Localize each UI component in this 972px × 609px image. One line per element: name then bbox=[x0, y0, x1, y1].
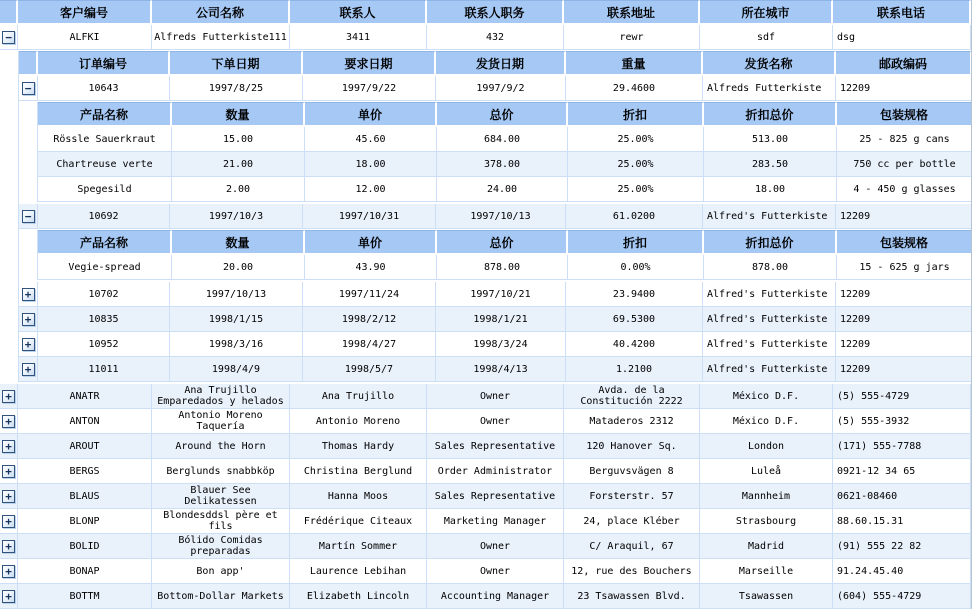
ord-cell-ship_name[interactable]: Alfred's Futterkiste bbox=[703, 357, 836, 381]
cust-expand-cell bbox=[0, 584, 18, 608]
det-cell-package[interactable]: 750 cc per bottle bbox=[837, 152, 972, 176]
cust-cell-phone[interactable]: 0621-08460 bbox=[833, 484, 971, 508]
cust-cell-company[interactable]: Blondesddsl père et fils bbox=[152, 509, 290, 533]
cust-cell-company[interactable]: Alfreds Futterkiste111 bbox=[152, 25, 290, 49]
cust-cell-company[interactable]: Ana Trujillo Emparedados y helados bbox=[152, 384, 290, 408]
cust-expand-cell bbox=[0, 384, 18, 408]
cust-row-BLAUS[interactable] bbox=[0, 484, 971, 509]
ord-cell-ship_name[interactable]: Alfred's Futterkiste bbox=[703, 332, 836, 356]
cust-cell-contact[interactable]: Laurence Lebihan bbox=[290, 559, 427, 583]
ord-row-10643[interactable] bbox=[19, 76, 971, 101]
ord-cell-id[interactable]: 10952 bbox=[38, 332, 170, 356]
ord-expand-cell bbox=[19, 204, 38, 228]
cust-cell-company[interactable]: Bólido Comidas preparadas bbox=[152, 534, 290, 558]
cust-cell-address[interactable]: Forsterstr. 57 bbox=[564, 484, 700, 508]
det-column-header-total[interactable]: 总价 bbox=[437, 102, 568, 127]
ord-cell-freight[interactable]: 69.5300 bbox=[566, 307, 703, 331]
ord-expand-cell bbox=[19, 357, 38, 381]
cust-row-ANATR[interactable] bbox=[0, 384, 971, 409]
ord-cell-freight[interactable]: 40.4200 bbox=[566, 332, 703, 356]
expand-icon[interactable]: + bbox=[22, 313, 35, 326]
det-column-header-product[interactable]: 产品名称 bbox=[38, 102, 172, 127]
cust-cell-title[interactable]: Accounting Manager bbox=[427, 584, 564, 608]
det-cell-product[interactable]: Spegesild bbox=[38, 177, 172, 201]
ord-row-10692[interactable] bbox=[19, 204, 971, 229]
ord-cell-postal[interactable]: 12209 bbox=[836, 282, 972, 306]
cust-cell-address[interactable]: C/ Araquil, 67 bbox=[564, 534, 700, 558]
det-cell-qty[interactable]: 15.00 bbox=[172, 127, 305, 151]
ord-cell-id[interactable]: 10702 bbox=[38, 282, 170, 306]
ord-cell-required_date[interactable]: 1997/11/24 bbox=[303, 282, 436, 306]
cust-cell-phone[interactable]: 91.24.45.40 bbox=[833, 559, 971, 583]
ord-header-stub bbox=[19, 51, 38, 76]
det-row-Chartreuse verte[interactable] bbox=[38, 152, 971, 177]
ord-cell-freight[interactable]: 1.2100 bbox=[566, 357, 703, 381]
cust-column-header-city[interactable]: 所在城市 bbox=[700, 0, 833, 25]
ord-expand-cell bbox=[19, 282, 38, 306]
det-row-Rössle Sauerkraut[interactable] bbox=[38, 127, 971, 152]
cust-cell-id[interactable]: ANTON bbox=[18, 409, 152, 433]
det-column-header-package[interactable]: 包装规格 bbox=[837, 230, 972, 255]
det-row-Spegesild[interactable] bbox=[38, 177, 971, 202]
ord-cell-freight[interactable]: 23.9400 bbox=[566, 282, 703, 306]
cust-expand-cell bbox=[0, 484, 18, 508]
expand-icon[interactable]: + bbox=[2, 440, 15, 453]
ord-cell-order_date[interactable]: 1997/10/13 bbox=[170, 282, 303, 306]
ord-cell-required_date[interactable]: 1997/9/22 bbox=[303, 76, 436, 100]
det-header-row bbox=[38, 102, 971, 127]
order-details-subtable bbox=[37, 230, 971, 280]
ord-cell-order_date[interactable]: 1997/10/3 bbox=[170, 204, 303, 228]
cust-cell-city[interactable]: México D.F. bbox=[700, 384, 833, 408]
cust-cell-title[interactable]: Marketing Manager bbox=[427, 509, 564, 533]
cust-row-ANTON[interactable] bbox=[0, 409, 971, 434]
cust-column-header-address[interactable]: 联系地址 bbox=[564, 0, 700, 25]
cust-cell-company[interactable]: Berglunds snabbköp bbox=[152, 459, 290, 483]
det-column-header-qty[interactable]: 数量 bbox=[172, 102, 305, 127]
cust-column-header-phone[interactable]: 联系电话 bbox=[833, 0, 971, 25]
ord-cell-shipped_date[interactable]: 1998/1/21 bbox=[436, 307, 566, 331]
det-cell-total[interactable]: 24.00 bbox=[437, 177, 568, 201]
ord-cell-postal[interactable]: 12209 bbox=[836, 357, 972, 381]
cust-cell-contact[interactable]: Hanna Moos bbox=[290, 484, 427, 508]
ord-row-10952[interactable] bbox=[19, 332, 971, 357]
cust-row-BONAP[interactable] bbox=[0, 559, 971, 584]
ord-expand-cell bbox=[19, 307, 38, 331]
cust-header-row bbox=[0, 0, 971, 25]
det-column-header-unit_price[interactable]: 单价 bbox=[305, 230, 437, 255]
cust-cell-id[interactable]: BLONP bbox=[18, 509, 152, 533]
det-cell-qty[interactable]: 2.00 bbox=[172, 177, 305, 201]
ord-cell-shipped_date[interactable]: 1997/10/21 bbox=[436, 282, 566, 306]
ord-cell-postal[interactable]: 12209 bbox=[836, 332, 972, 356]
expand-icon[interactable]: + bbox=[22, 288, 35, 301]
det-cell-package[interactable]: 4 - 450 g glasses bbox=[837, 177, 972, 201]
expand-icon[interactable]: + bbox=[2, 590, 15, 603]
det-column-header-discount[interactable]: 折扣 bbox=[568, 102, 704, 127]
det-column-header-package[interactable]: 包装规格 bbox=[837, 102, 972, 127]
cust-expand-cell bbox=[0, 559, 18, 583]
ord-expand-cell bbox=[19, 332, 38, 356]
ord-cell-order_date[interactable]: 1998/1/15 bbox=[170, 307, 303, 331]
cust-cell-contact[interactable]: Thomas Hardy bbox=[290, 434, 427, 458]
cust-cell-title[interactable]: Owner bbox=[427, 534, 564, 558]
cust-cell-id[interactable]: ALFKI bbox=[18, 25, 152, 49]
det-cell-discount[interactable]: 0.00% bbox=[568, 255, 704, 279]
cust-cell-id[interactable]: ANATR bbox=[18, 384, 152, 408]
ord-cell-shipped_date[interactable]: 1998/3/24 bbox=[436, 332, 566, 356]
cust-cell-phone[interactable]: (5) 555-4729 bbox=[833, 384, 971, 408]
ord-cell-shipped_date[interactable]: 1997/9/2 bbox=[436, 76, 566, 100]
det-column-header-product[interactable]: 产品名称 bbox=[38, 230, 172, 255]
det-cell-unit_price[interactable]: 45.60 bbox=[305, 127, 437, 151]
det-column-header-discounted_total[interactable]: 折扣总价 bbox=[704, 102, 837, 127]
ord-column-header-id[interactable]: 订单编号 bbox=[38, 51, 170, 76]
ord-cell-order_date[interactable]: 1998/4/9 bbox=[170, 357, 303, 381]
cust-cell-phone[interactable]: (604) 555-4729 bbox=[833, 584, 971, 608]
cust-row-BLONP[interactable] bbox=[0, 509, 971, 534]
ord-column-header-order_date[interactable]: 下单日期 bbox=[170, 51, 303, 76]
cust-cell-title[interactable]: 432 bbox=[427, 25, 564, 49]
cust-cell-phone[interactable]: (91) 555 22 82 bbox=[833, 534, 971, 558]
cust-cell-company[interactable]: Antonio Moreno Taquería bbox=[152, 409, 290, 433]
expand-icon[interactable]: + bbox=[2, 490, 15, 503]
det-cell-product[interactable]: Rössle Sauerkraut bbox=[38, 127, 172, 151]
cust-cell-contact[interactable]: Christina Berglund bbox=[290, 459, 427, 483]
cust-column-header-id[interactable]: 客户编号 bbox=[18, 0, 152, 25]
ord-row-10835[interactable] bbox=[19, 307, 971, 332]
cust-row-AROUT[interactable] bbox=[0, 434, 971, 459]
det-column-header-discount[interactable]: 折扣 bbox=[568, 230, 704, 255]
ord-cell-shipped_date[interactable]: 1998/4/13 bbox=[436, 357, 566, 381]
cust-cell-city[interactable]: Luleå bbox=[700, 459, 833, 483]
cust-cell-address[interactable]: 12, rue des Bouchers bbox=[564, 559, 700, 583]
cust-cell-address[interactable]: Avda. de la Constitución 2222 bbox=[564, 384, 700, 408]
cust-cell-contact[interactable]: Antonio Moreno bbox=[290, 409, 427, 433]
ord-cell-id[interactable]: 10643 bbox=[38, 76, 170, 100]
cust-cell-address[interactable]: Berguvsvägen 8 bbox=[564, 459, 700, 483]
det-cell-discount[interactable]: 25.00% bbox=[568, 152, 704, 176]
expand-icon[interactable]: + bbox=[2, 515, 15, 528]
det-cell-discount[interactable]: 25.00% bbox=[568, 127, 704, 151]
cust-expand-cell bbox=[0, 434, 18, 458]
cust-cell-phone[interactable]: dsg bbox=[833, 25, 971, 49]
ord-row-11011[interactable] bbox=[19, 357, 971, 382]
ord-column-header-required_date[interactable]: 要求日期 bbox=[303, 51, 436, 76]
cust-expand-cell bbox=[0, 459, 18, 483]
cust-cell-contact[interactable]: 3411 bbox=[290, 25, 427, 49]
det-cell-total[interactable]: 878.00 bbox=[437, 255, 568, 279]
expand-icon[interactable]: + bbox=[2, 540, 15, 553]
det-cell-discounted_total[interactable]: 283.50 bbox=[704, 152, 837, 176]
ord-cell-id[interactable]: 11011 bbox=[38, 357, 170, 381]
collapse-icon[interactable]: − bbox=[22, 210, 35, 223]
ord-expand-cell bbox=[19, 76, 38, 100]
cust-cell-phone[interactable]: 0921-12 34 65 bbox=[833, 459, 971, 483]
cust-cell-company[interactable]: Around the Horn bbox=[152, 434, 290, 458]
ord-cell-ship_name[interactable]: Alfred's Futterkiste bbox=[703, 282, 836, 306]
ord-column-header-freight[interactable]: 重量 bbox=[566, 51, 703, 76]
det-column-header-qty[interactable]: 数量 bbox=[172, 230, 305, 255]
cust-cell-address[interactable]: rewr bbox=[564, 25, 700, 49]
cust-row-ALFKI[interactable] bbox=[0, 25, 971, 50]
cust-cell-city[interactable]: sdf bbox=[700, 25, 833, 49]
ord-cell-freight[interactable]: 29.4600 bbox=[566, 76, 703, 100]
ord-column-header-ship_name[interactable]: 发货名称 bbox=[703, 51, 836, 76]
cust-cell-address[interactable]: 120 Hanover Sq. bbox=[564, 434, 700, 458]
cust-cell-title[interactable]: Owner bbox=[427, 559, 564, 583]
cust-cell-city[interactable]: London bbox=[700, 434, 833, 458]
ord-cell-ship_name[interactable]: Alfred's Futterkiste bbox=[703, 307, 836, 331]
cust-cell-city[interactable]: Marseille bbox=[700, 559, 833, 583]
cust-cell-id[interactable]: BERGS bbox=[18, 459, 152, 483]
ord-cell-postal[interactable]: 12209 bbox=[836, 307, 972, 331]
cust-expand-cell bbox=[0, 509, 18, 533]
cust-cell-city[interactable]: Tsawassen bbox=[700, 584, 833, 608]
orders-subtable bbox=[18, 51, 971, 382]
det-column-header-discounted_total[interactable]: 折扣总价 bbox=[704, 230, 837, 255]
ord-column-header-shipped_date[interactable]: 发货日期 bbox=[436, 51, 566, 76]
ord-row-10702[interactable] bbox=[19, 282, 971, 307]
det-cell-package[interactable]: 25 - 825 g cans bbox=[837, 127, 972, 151]
ord-cell-order_date[interactable]: 1998/3/16 bbox=[170, 332, 303, 356]
cust-cell-company[interactable]: Bon app' bbox=[152, 559, 290, 583]
expand-icon[interactable]: + bbox=[22, 363, 35, 376]
det-column-header-total[interactable]: 总价 bbox=[437, 230, 568, 255]
ord-cell-id[interactable]: 10835 bbox=[38, 307, 170, 331]
expand-icon[interactable]: + bbox=[2, 415, 15, 428]
cust-cell-id[interactable]: BONAP bbox=[18, 559, 152, 583]
ord-cell-id[interactable]: 10692 bbox=[38, 204, 170, 228]
det-cell-discount[interactable]: 25.00% bbox=[568, 177, 704, 201]
ord-cell-freight[interactable]: 61.0200 bbox=[566, 204, 703, 228]
det-cell-product[interactable]: Vegie-spread bbox=[38, 255, 172, 279]
det-cell-package[interactable]: 15 - 625 g jars bbox=[837, 255, 972, 279]
det-cell-total[interactable]: 684.00 bbox=[437, 127, 568, 151]
cust-column-header-company[interactable]: 公司名称 bbox=[152, 0, 290, 25]
ord-header-row bbox=[19, 51, 971, 76]
cust-cell-contact[interactable]: Frédérique Citeaux bbox=[290, 509, 427, 533]
cust-cell-contact[interactable]: Martín Sommer bbox=[290, 534, 427, 558]
det-cell-qty[interactable]: 20.00 bbox=[172, 255, 305, 279]
expand-icon[interactable]: + bbox=[2, 390, 15, 403]
cust-cell-title[interactable]: Owner bbox=[427, 384, 564, 408]
cust-cell-city[interactable]: Strasbourg bbox=[700, 509, 833, 533]
det-column-header-unit_price[interactable]: 单价 bbox=[305, 102, 437, 127]
cust-column-header-title[interactable]: 联系人职务 bbox=[427, 0, 564, 25]
cust-cell-city[interactable]: Mannheim bbox=[700, 484, 833, 508]
cust-row-BOLID[interactable] bbox=[0, 534, 971, 559]
expand-icon[interactable]: + bbox=[2, 565, 15, 578]
ord-cell-ship_name[interactable]: Alfreds Futterkiste bbox=[703, 76, 836, 100]
cust-cell-id[interactable]: BOLID bbox=[18, 534, 152, 558]
cust-cell-id[interactable]: BOTTM bbox=[18, 584, 152, 608]
cust-expand-cell bbox=[0, 534, 18, 558]
cust-expand-cell bbox=[0, 409, 18, 433]
ord-cell-required_date[interactable]: 1997/10/31 bbox=[303, 204, 436, 228]
cust-cell-contact[interactable]: Ana Trujillo bbox=[290, 384, 427, 408]
det-header-row bbox=[38, 230, 971, 255]
ord-cell-required_date[interactable]: 1998/4/27 bbox=[303, 332, 436, 356]
det-cell-unit_price[interactable]: 43.90 bbox=[305, 255, 437, 279]
cust-cell-id[interactable]: AROUT bbox=[18, 434, 152, 458]
det-cell-discounted_total[interactable]: 513.00 bbox=[704, 127, 837, 151]
expand-icon[interactable]: + bbox=[2, 465, 15, 478]
expand-icon[interactable]: + bbox=[22, 338, 35, 351]
cust-cell-city[interactable]: México D.F. bbox=[700, 409, 833, 433]
cust-row-BERGS[interactable] bbox=[0, 459, 971, 484]
cust-column-header-contact[interactable]: 联系人 bbox=[290, 0, 427, 25]
collapse-icon[interactable]: − bbox=[2, 31, 15, 44]
cust-cell-title[interactable]: Owner bbox=[427, 409, 564, 433]
cust-cell-company[interactable]: Blauer See Delikatessen bbox=[152, 484, 290, 508]
cust-cell-city[interactable]: Madrid bbox=[700, 534, 833, 558]
det-cell-qty[interactable]: 21.00 bbox=[172, 152, 305, 176]
det-cell-total[interactable]: 378.00 bbox=[437, 152, 568, 176]
cust-cell-company[interactable]: Bottom-Dollar Markets bbox=[152, 584, 290, 608]
det-cell-discounted_total[interactable]: 878.00 bbox=[704, 255, 837, 279]
cust-header-stub bbox=[0, 0, 18, 25]
cust-cell-address[interactable]: 24, place Kléber bbox=[564, 509, 700, 533]
cust-cell-id[interactable]: BLAUS bbox=[18, 484, 152, 508]
cust-cell-contact[interactable]: Elizabeth Lincoln bbox=[290, 584, 427, 608]
det-cell-product[interactable]: Chartreuse verte bbox=[38, 152, 172, 176]
ord-column-header-postal[interactable]: 邮政编码 bbox=[836, 51, 972, 76]
cust-cell-phone[interactable]: 88.60.15.31 bbox=[833, 509, 971, 533]
cust-expand-cell bbox=[0, 25, 18, 49]
ord-cell-shipped_date[interactable]: 1997/10/13 bbox=[436, 204, 566, 228]
cust-cell-address[interactable]: Mataderos 2312 bbox=[564, 409, 700, 433]
ord-cell-postal[interactable]: 12209 bbox=[836, 204, 972, 228]
ord-cell-order_date[interactable]: 1997/8/25 bbox=[170, 76, 303, 100]
ord-cell-ship_name[interactable]: Alfred's Futterkiste bbox=[703, 204, 836, 228]
ord-cell-required_date[interactable]: 1998/2/12 bbox=[303, 307, 436, 331]
cust-cell-phone[interactable]: (5) 555-3932 bbox=[833, 409, 971, 433]
det-cell-unit_price[interactable]: 12.00 bbox=[305, 177, 437, 201]
det-cell-discounted_total[interactable]: 18.00 bbox=[704, 177, 837, 201]
cust-row-BOTTM[interactable] bbox=[0, 584, 971, 609]
cust-cell-title[interactable]: Order Administrator bbox=[427, 459, 564, 483]
cust-cell-title[interactable]: Sales Representative bbox=[427, 484, 564, 508]
cust-cell-phone[interactable]: (171) 555-7788 bbox=[833, 434, 971, 458]
cust-cell-address[interactable]: 23 Tsawassen Blvd. bbox=[564, 584, 700, 608]
order-details-subtable bbox=[37, 102, 971, 202]
det-cell-unit_price[interactable]: 18.00 bbox=[305, 152, 437, 176]
ord-cell-required_date[interactable]: 1998/5/7 bbox=[303, 357, 436, 381]
ord-cell-postal[interactable]: 12209 bbox=[836, 76, 972, 100]
collapse-icon[interactable]: − bbox=[22, 82, 35, 95]
cust-cell-title[interactable]: Sales Representative bbox=[427, 434, 564, 458]
det-row-Vegie-spread[interactable] bbox=[38, 255, 971, 280]
